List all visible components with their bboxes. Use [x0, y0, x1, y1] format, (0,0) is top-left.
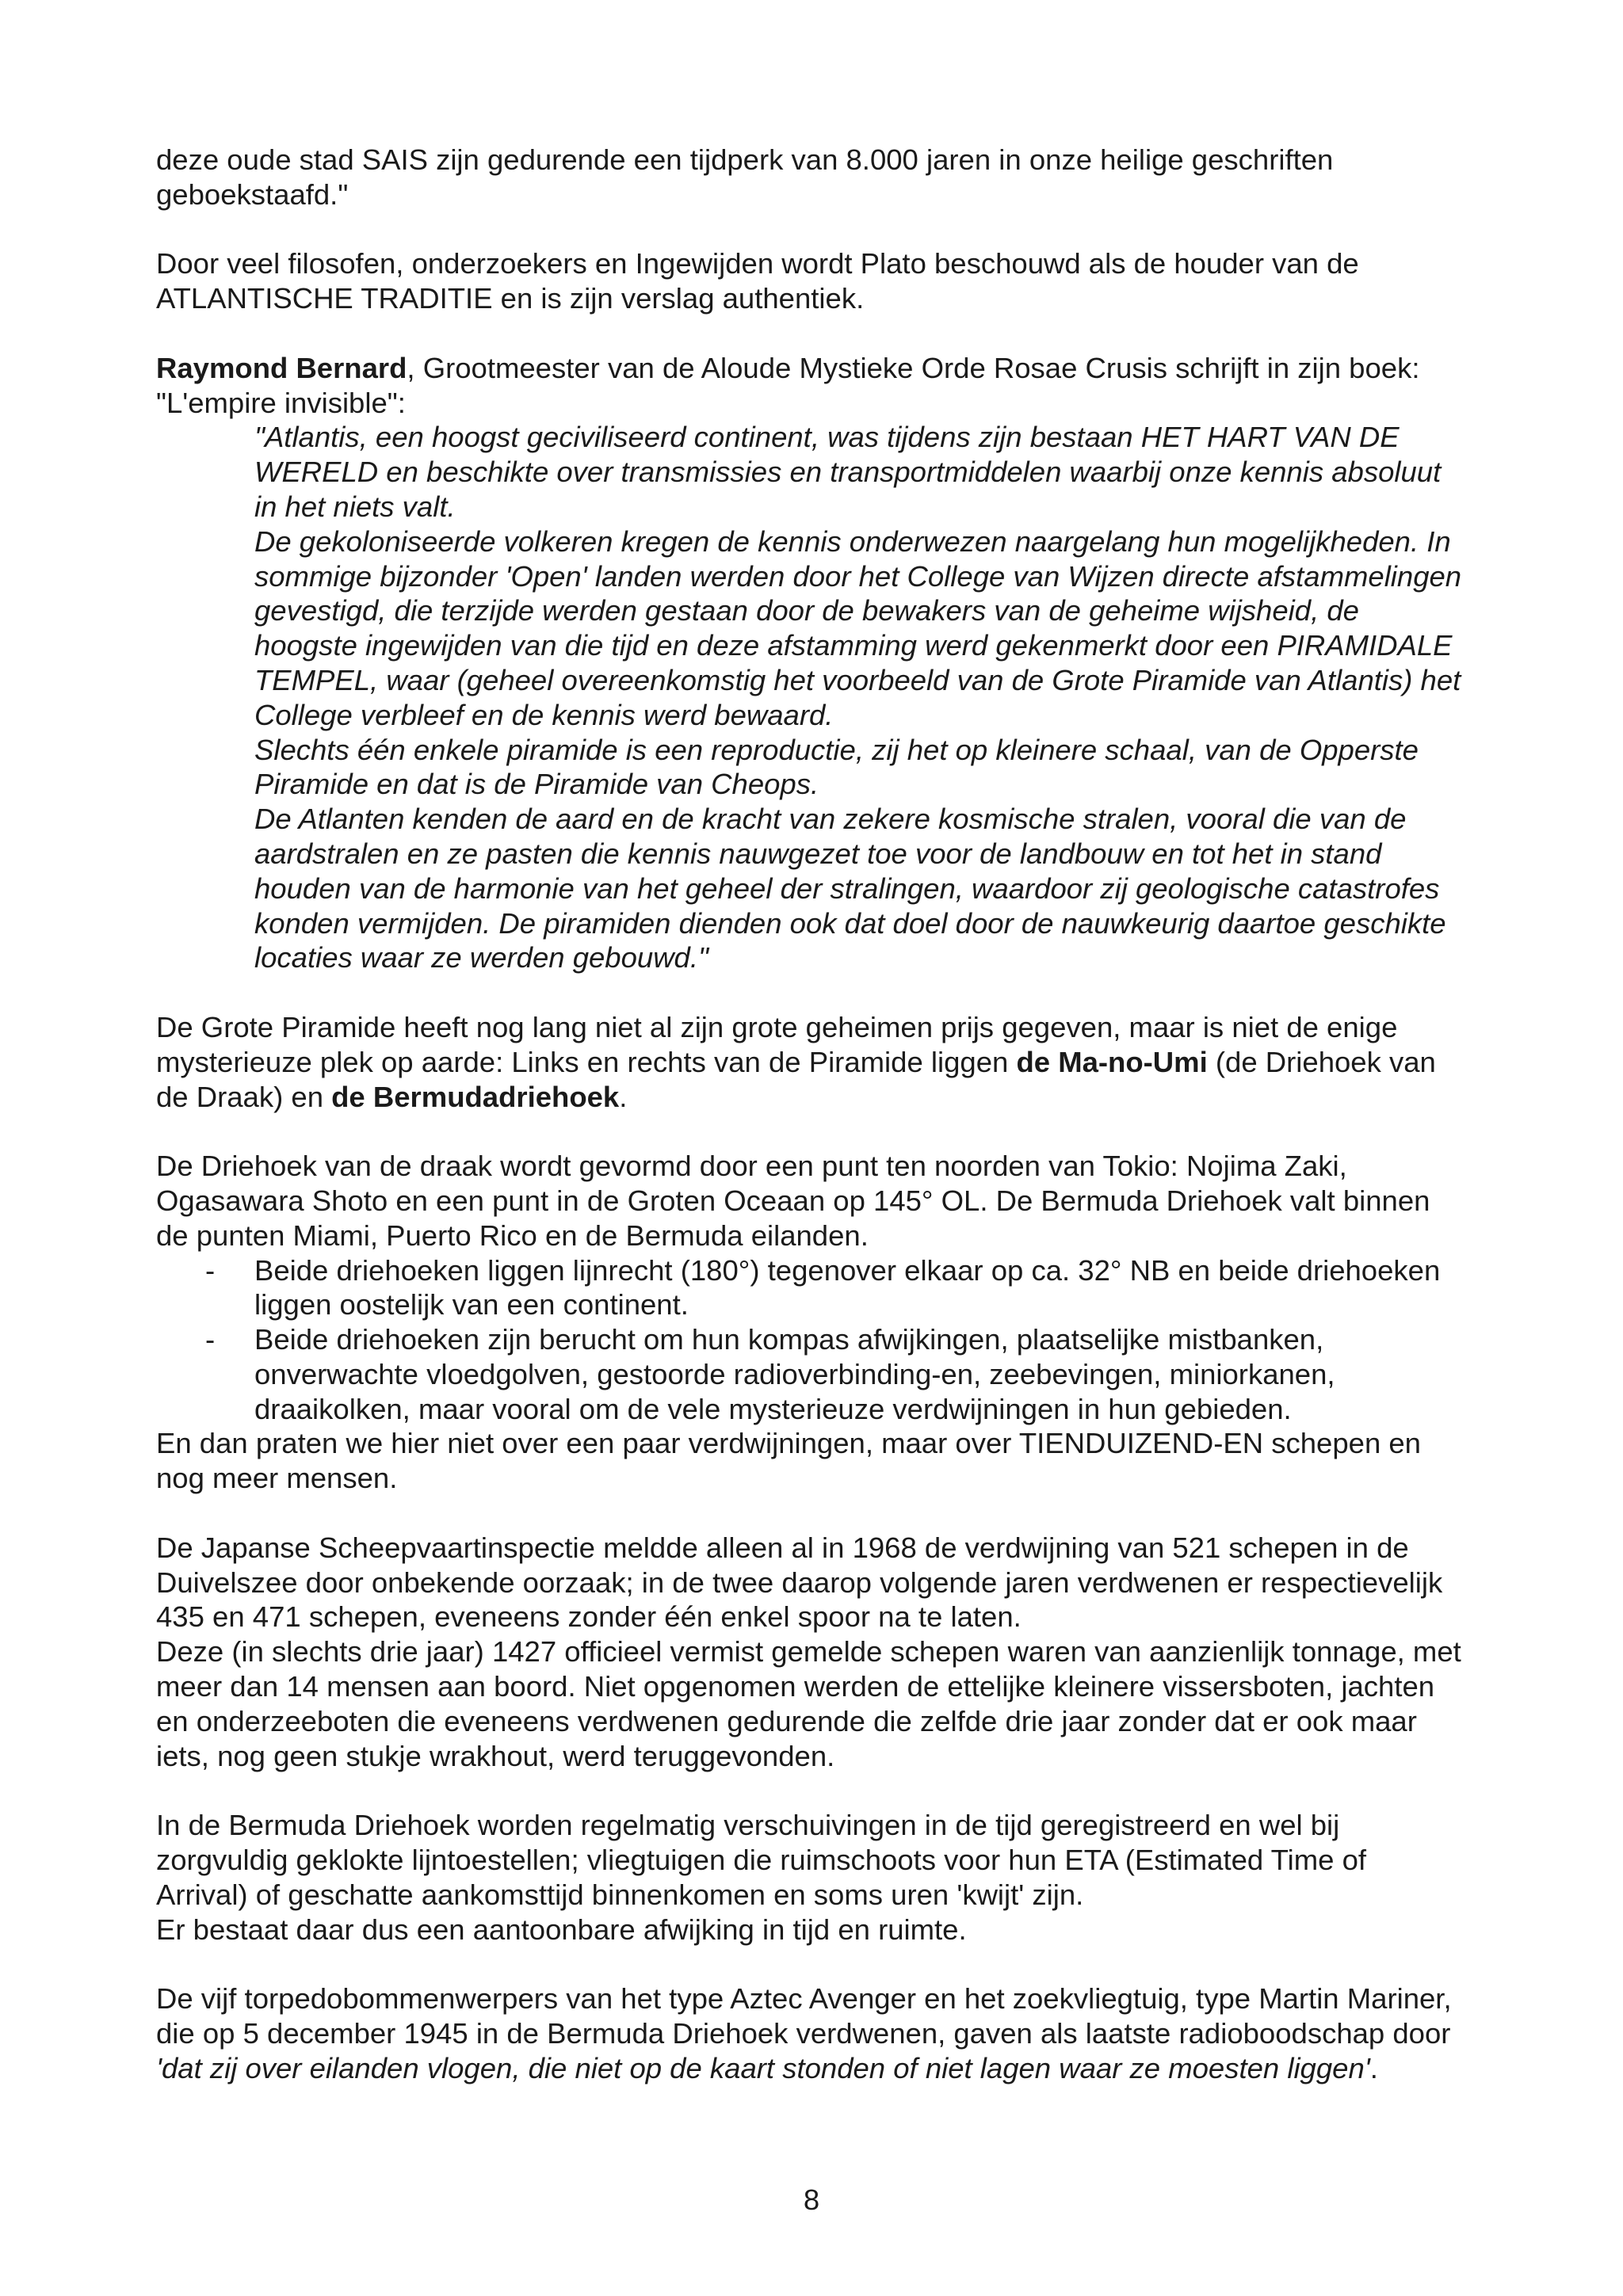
text-run: .	[619, 1080, 628, 1113]
text-run: (de Driehoek van de Draak) en	[156, 1045, 1436, 1113]
list-item	[156, 1322, 1464, 1426]
paragraph-grote-piramide	[156, 1010, 1464, 1114]
list-item	[156, 1253, 1464, 1323]
text-run: De Grote Piramide heeft nog lang niet al zijn grote geheimen prijs gegeven, maar is niet de enige mysterieuze plek op aarde: Links en rechts van de Piramide liggen	[156, 1010, 1398, 1078]
text-run: Deze (in slechts drie jaar) 1427 officieel vermist gemelde schepen waren van aanzienlijk tonnage, met meer dan 14 mensen aan boord. Niet opgenomen werden de ettelijke kleinere vissersboten, jachten en onderzeeboten die eveneens verdwenen gedurende die zelfde drie jaar zonder dat er ook maar iets, nog geen stukje wrakhout, werd teruggevonden.	[156, 1635, 1461, 1772]
quote-line: Slechts één enkele piramide is een reproductie, zij het op kleinere schaal, van de Opperste Piramide en dat is de Piramide van Cheops.	[254, 733, 1419, 801]
author-name: Raymond Bernard	[156, 351, 407, 384]
dash-bullet: -	[205, 1253, 216, 1287]
paragraph-avengers	[156, 1981, 1464, 2085]
text-run: .	[1369, 2051, 1378, 2084]
text-run: In de Bermuda Driehoek worden regelmatig verschuivingen in de tijd geregistreerd en wel bij zorgvuldig geklokte lijntoestellen; vliegtuigen die ruimschoots voor hun ETA (Estimated Time of Arrival) of geschatte aankomsttijd binnenkomen en soms uren 'kwijt' zijn.	[156, 1809, 1367, 1911]
text-run: Er bestaat daar dus een aantoonbare afwijking in tijd en ruimte.	[156, 1913, 967, 1946]
term-bermudadriehoek: de Bermudadriehoek	[331, 1080, 620, 1113]
document-page	[156, 143, 1464, 2086]
dash-bullet: -	[205, 1323, 216, 1356]
radio-message-quote: 'dat zij over eilanden vlogen, die niet op de kaart stonden of niet lagen waar ze moesten liggen'	[156, 2051, 1370, 2084]
list-item-text: Beide driehoeken zijn berucht om hun kompas afwijkingen, plaatselijke mistbanken, onverwachte vloedgolven, gestoorde radioverbinding-en, zeebevingen, miniorkanen, draaikolken, maar vooral om de vele mysterieuze verdwijningen in hun gebieden.	[254, 1323, 1335, 1425]
term-ma-no-umi: de Ma-no-Umi	[1016, 1045, 1208, 1078]
dash-list	[156, 1253, 1464, 1427]
paragraph-tienduizenden: En dan praten we hier niet over een paar verdwijningen, maar over TIENDUIZEND-EN schepen en nog meer mensen.	[156, 1427, 1421, 1495]
quote-line: De gekoloniseerde volkeren kregen de kennis onderwezen naargelang hun mogelijkheden. In sommige bijzonder 'Open' landen werden door het College van Wijzen directe afstammelingen gevestigd, die terzijde werden gestaan door de bewakers van de geheime wijsheid, de hoogste ingewijden van die tijd en deze afstamming werd gekenmerkt door een PIRAMIDALE TEMPEL, waar (geheel overeenkomstig het voorbeeld van de Grote Piramide van Atlantis) het College verbleef en de kennis werd bewaard.	[254, 524, 1462, 731]
block-quote	[254, 420, 1464, 975]
text-run: De vijf torpedobommenwerpers van het type Aztec Avenger en het zoekvliegtuig, type Martin Mariner, die op 5 december 1945 in de Bermuda Driehoek verdwenen, gaven als laatste radioboodschap door	[156, 1982, 1452, 2050]
quote-line: De Atlanten kenden de aard en de kracht van zekere kosmische stralen, vooral die van de aardstralen en ze pasten die kennis nauwgezet toe voor de landbouw en tot het in stand houden van de harmonie van het geheel der stralingen, waardoor zij geologische catastrofes konden vermijden. De piramiden dienden ook dat doel door de nauwkeurig daartoe geschikte locaties waar ze werden gebouwd."	[254, 803, 1446, 974]
paragraph-sais: deze oude stad SAIS zijn gedurende een tijdperk van 8.000 jaren in onze heilige geschriften geboekstaafd."	[156, 143, 1334, 211]
text-run: De Japanse Scheepvaartinspectie meldde alleen al in 1968 de verdwijning van 521 schepen in de Duivelszee door onbekende oorzaak; in de twee daarop volgende jaren verdwenen er respectievelijk 435 en 471 schepen, eveneens zonder één enkel spoor na te laten.	[156, 1531, 1443, 1634]
list-item-text: Beide driehoeken liggen lijnrecht (180°) tegenover elkaar op ca. 32° NB en beide driehoeken liggen oostelijk van een continent.	[254, 1253, 1441, 1322]
paragraph-plato: Door veel filosofen, onderzoekers en Ingewijden wordt Plato beschouwd als de houder van de ATLANTISCHE TRADITIE en is zijn verslag authentiek.	[156, 247, 1359, 315]
page-number: 8	[803, 2183, 820, 2216]
author-intro: , Grootmeester van de Aloude Mystieke Orde Rosae Crusis schrijft in zijn boek: "L'empire invisible":	[156, 351, 1420, 419]
paragraph-japanse-inspectie	[156, 1531, 1464, 1774]
paragraph-driehoek-draak: De Driehoek van de draak wordt gevormd door een punt ten noorden van Tokio: Nojima Zaki, Ogasawara Shoto en een punt in de Groten Oceaan op 145° OL. De Bermuda Driehoek valt binnen de punten Miami, Puerto Rico en de Bermuda eilanden.	[156, 1150, 1430, 1252]
paragraph-raymond-bernard	[156, 351, 1464, 421]
paragraph-tijdverschuivingen	[156, 1808, 1464, 1947]
quote-line: "Atlantis, een hoogst geciviliseerd continent, was tijdens zijn bestaan HET HART VAN DE WERELD en beschikte over transmissies en transportmiddelen waarbij onze kennis absoluut in het niets valt.	[254, 421, 1442, 523]
